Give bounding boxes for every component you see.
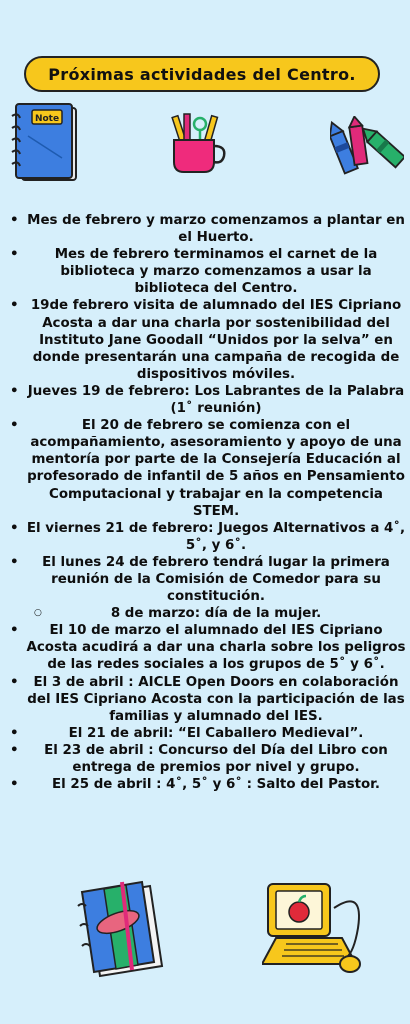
journal-book-icon xyxy=(74,876,168,982)
page-title: Próximas actividades del Centro. xyxy=(24,56,380,92)
list-item: • El 10 de marzo el alumnado del IES Cipriano Acosta acudirá a dar una charla sobre los peligros de las redes sociales a los grupos de 5˚ y 6˚. xyxy=(6,622,406,673)
list-item: • El 20 de febrero se comienza con el acompañamiento, asesoramiento y apoyo de una mentoría por parte de la Consejería Educación al profesorado de infantil de 5 años en Pensamiento Computacional y trabajar en la competencia STEM. xyxy=(6,417,406,520)
list-item: • El 21 de abril: “El Caballero Medieval”. xyxy=(6,725,406,742)
list-item: • El lunes 24 de febrero tendrá lugar la primera reunión de la Comisión de Comedor para su constitución. xyxy=(6,554,406,605)
notebook-label: Note xyxy=(34,114,60,124)
laptop-apple-icon xyxy=(262,878,374,976)
mug-with-pencils-icon xyxy=(168,112,230,176)
list-item: • Mes de febrero y marzo comenzamos a plantar en el Huerto. xyxy=(6,212,406,246)
list-item: • Mes de febrero terminamos el carnet de la biblioteca y marzo comenzamos a usar la biblioteca del Centro. xyxy=(6,246,406,297)
activities-list xyxy=(6,212,406,793)
list-item: • El 23 de abril : Concurso del Día del Libro con entrega de premios por nivel y grupo. xyxy=(6,742,406,776)
list-item: ○ 8 de marzo: día de la mujer. xyxy=(6,605,406,622)
crayons-icon xyxy=(330,116,404,178)
notebook-icon xyxy=(8,100,82,186)
list-item: • El 25 de abril : 4˚, 5˚ y 6˚ : Salto del Pastor. xyxy=(6,776,406,793)
list-item: • El 3 de abril : AICLE Open Doors en colaboración del IES Cipriano Acosta con la participación de las familias y alumnado del IES. xyxy=(6,674,406,725)
list-item: • 19de febrero visita de alumnado del IES Cipriano Acosta a dar una charla por sostenibilidad del Instituto Jane Goodall “Unidos por la selva” en donde presentarán una campaña de recogida de dispositivos móviles. xyxy=(6,297,406,382)
list-item: • El viernes 21 de febrero: Juegos Alternativos a 4˚, 5˚, y 6˚. xyxy=(6,520,406,554)
list-item: • Jueves 19 de febrero: Los Labrantes de la Palabra (1˚ reunión) xyxy=(6,383,406,417)
